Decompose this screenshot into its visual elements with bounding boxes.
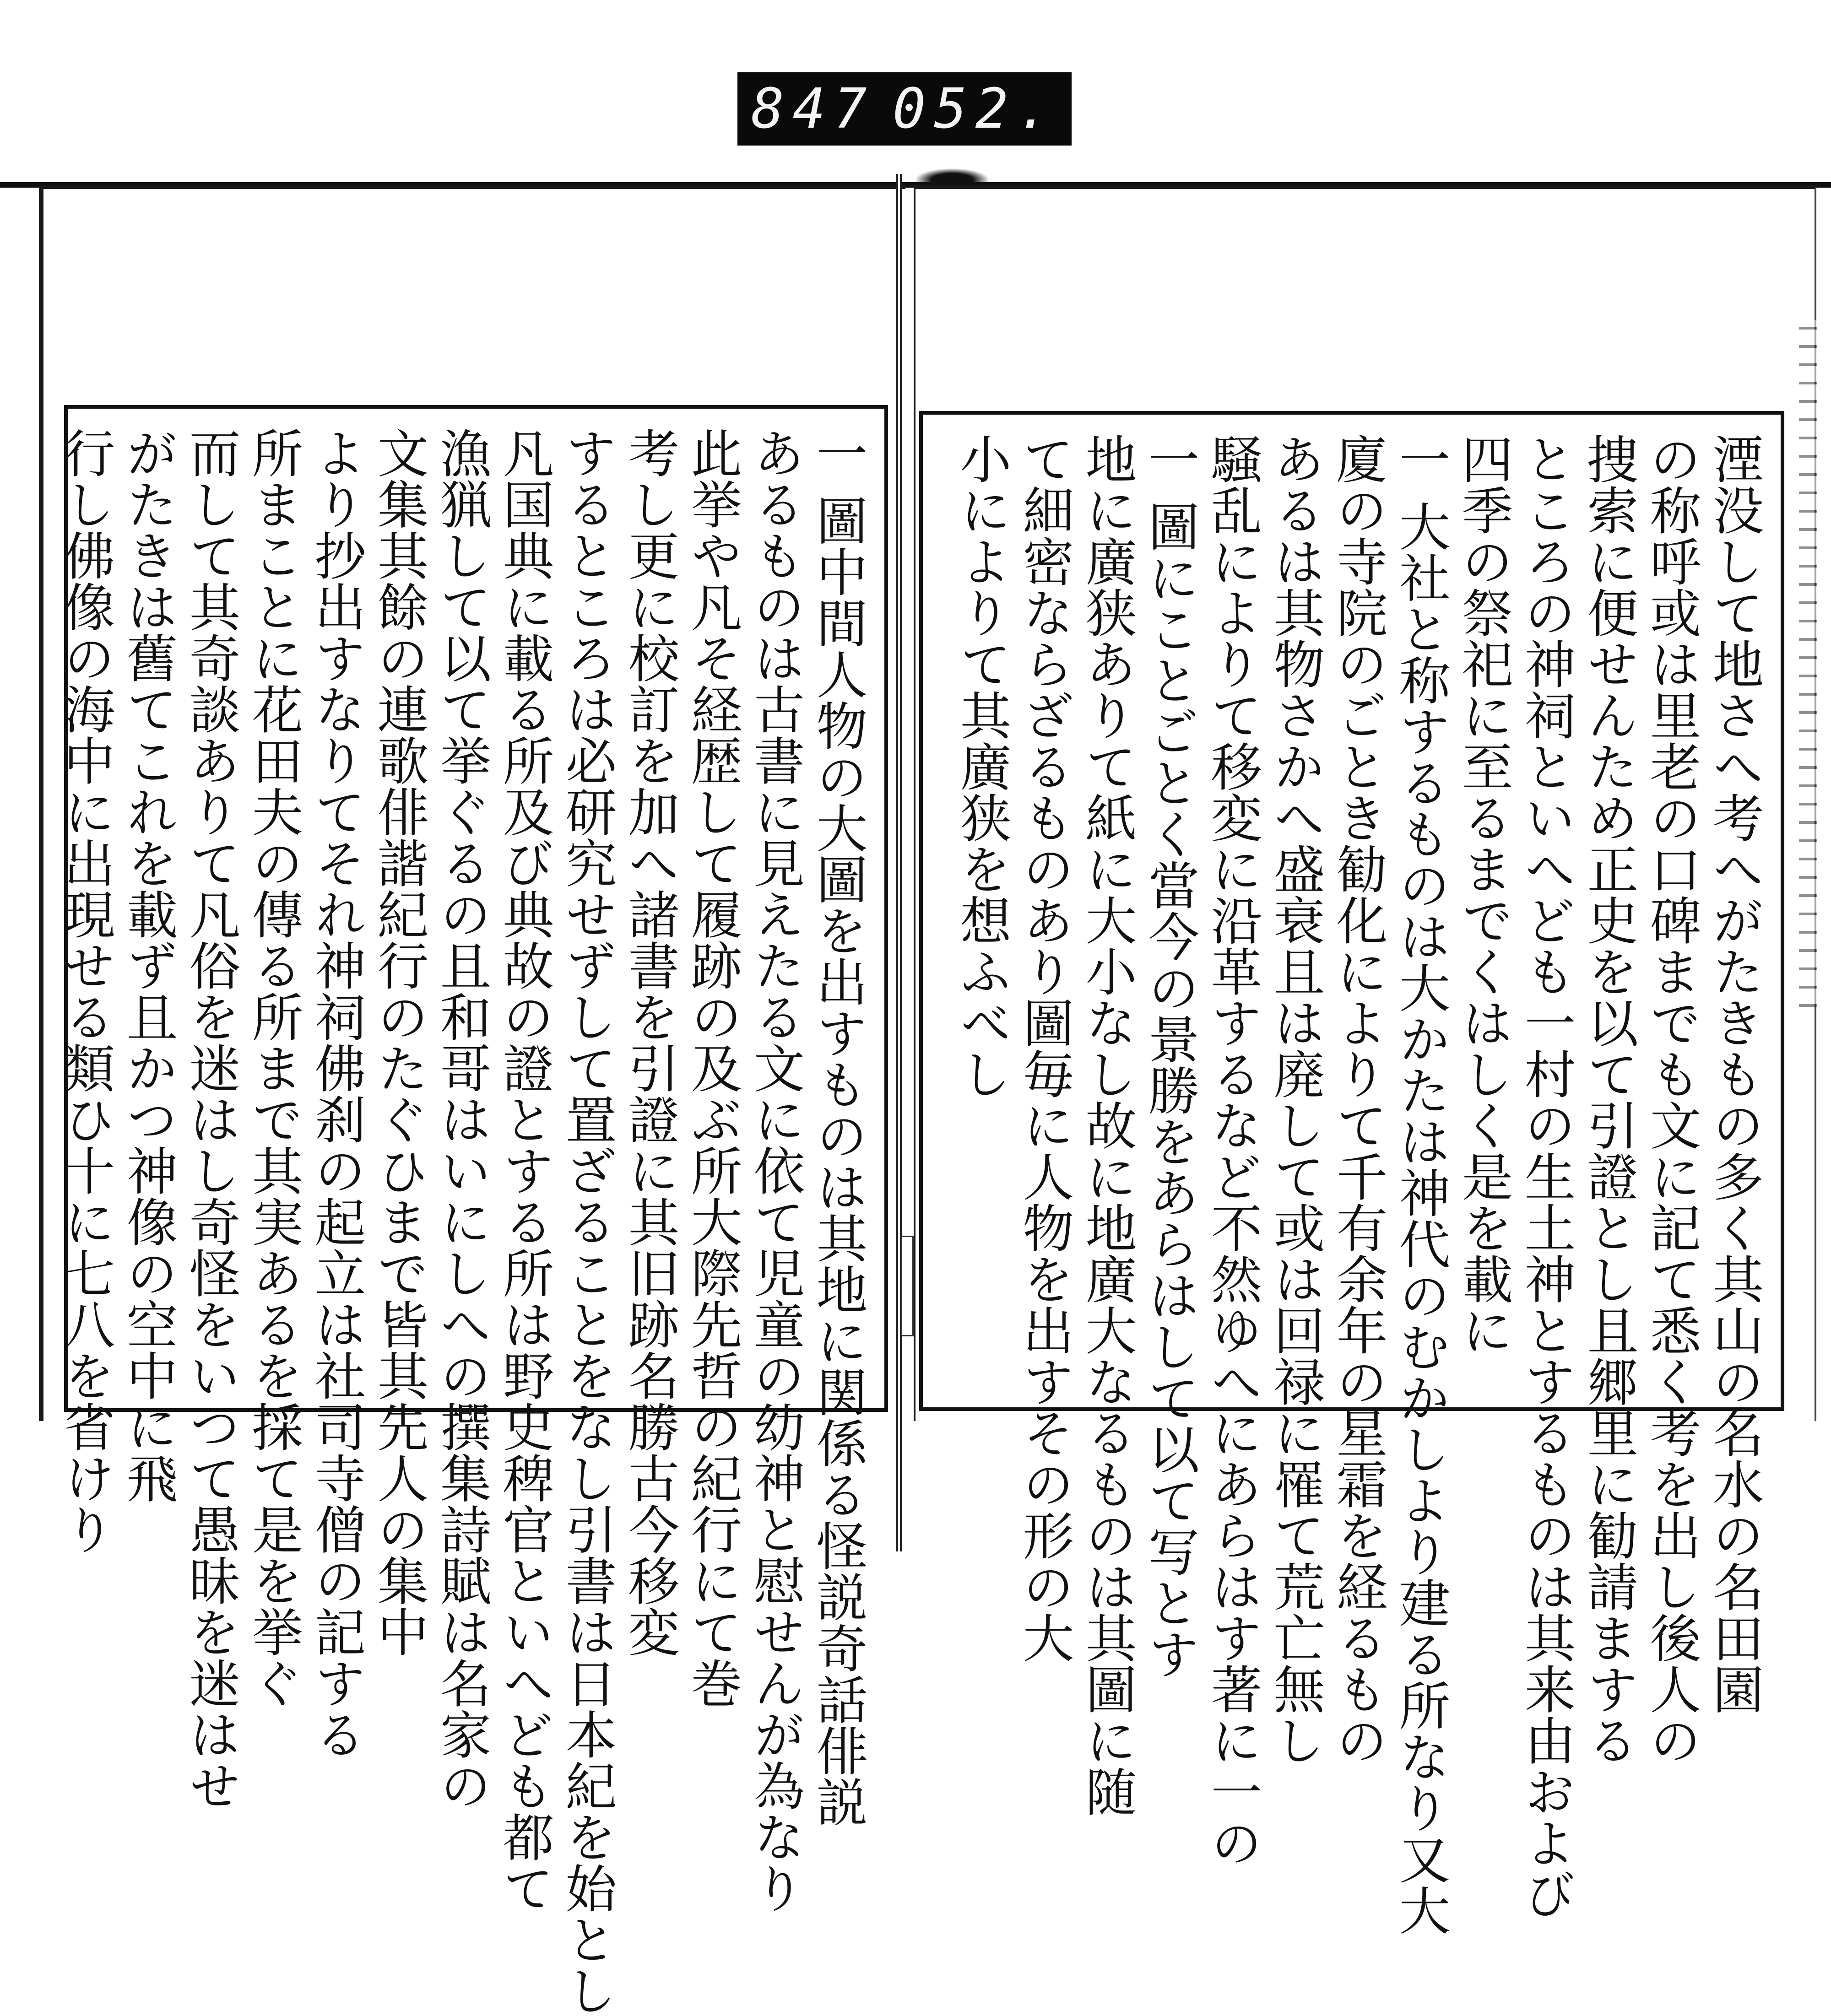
text-column: 凡国典に載る所及び典故の證とする所は野史稗官といへども都て xyxy=(494,427,554,1913)
text-column: て細密ならざるものあり圖毎に人物を出すその形の大 xyxy=(1014,433,1074,1663)
text-column: がたきは舊てこれを載ず且かつ神像の空中に飛 xyxy=(118,427,178,1503)
text-column: あるものは古書に見えたる文に依て児童の幼神と慰せんが為なり xyxy=(745,427,805,1913)
text-column: 一 圖にことごとく當今の景勝をあらはして以て写とす xyxy=(1140,433,1199,1680)
right-text-frame xyxy=(919,411,1784,1936)
text-column: 一 圖中間人物の大圖を出すものは其地に関係る怪説奇話俳説 xyxy=(808,427,867,1827)
text-column: より抄出すなりてそれ神祠佛刹の起立は社司寺僧の記する xyxy=(306,427,366,1760)
text-column: 文集其餘の連歌俳諧紀行のたぐひまで皆其先人の集中 xyxy=(369,427,428,1657)
text-column: 漁猟して以て挙ぐるの且和哥はいにしへの撰集詩賦は名家の xyxy=(432,427,491,1811)
catalog-number-left: 847 xyxy=(751,77,875,141)
text-column: あるは其物さかへ盛衰且は廃して或は回禄に罹て荒亡無し xyxy=(1265,433,1325,1766)
book-spine xyxy=(896,174,902,1551)
text-column: 四季の祭祀に至るまでくはしく是を載に xyxy=(1453,433,1513,1356)
text-column: 考し更に校訂を加へ諸書を引證に其旧跡名勝古今移変 xyxy=(620,427,679,1657)
text-column: するところは必研究せずして置ざることをなし引書は日本紀を始とし xyxy=(557,427,617,2016)
left-text-columns xyxy=(55,427,869,2016)
text-column: 地に廣狭ありて紙に大小なし故に地廣大なるものは其圖に随 xyxy=(1077,433,1137,1817)
catalog-number-label xyxy=(737,72,1072,146)
text-column: 騒乱によりて移変に沿革するなど不然ゆへにあらはす著に一の xyxy=(1203,433,1262,1868)
text-column: 湮没して地さへ考へがたきもの多く其山の名水の名田園 xyxy=(1704,433,1764,1714)
text-column: 而して其奇談ありて凡俗を迷はし奇怪をいつて愚昧を迷はせ xyxy=(181,427,240,1811)
text-column: 所まことに花田夫の傳る所まで其実あるを採て是を挙ぐ xyxy=(244,427,303,1708)
text-column: 小によりて其廣狭を想ふべし xyxy=(952,433,1011,1099)
gutter-mark xyxy=(901,1236,914,1336)
text-column: 此挙や凡そ経歴して履跡の及ぶ所大際先哲の紀行にて巻 xyxy=(683,427,742,1708)
text-column: 廈の寺院のごとき勧化によりて千有余年の星霜を経るもの xyxy=(1328,433,1387,1766)
left-text-frame xyxy=(55,405,888,2016)
text-column: 一 大社と称するものは大かたは神代のむかしより建る所なり又大 xyxy=(1391,433,1450,1936)
catalog-number-right: 052. xyxy=(893,77,1058,141)
page-edge-marks xyxy=(1799,320,1817,1007)
text-column: ところの神祠といへども一村の生土神とするものは其来由および xyxy=(1516,433,1576,1919)
text-column: 行し佛像の海中に出現せる類ひ十に七八を省けり xyxy=(55,427,115,1555)
text-column: の称呼或は里老の口碑までも文に記て悉く考を出し後人の xyxy=(1641,433,1701,1766)
right-text-columns xyxy=(938,433,1765,1936)
text-column: 捜索に便せんため正史を以て引證とし且郷里に勧請まする xyxy=(1579,433,1638,1766)
